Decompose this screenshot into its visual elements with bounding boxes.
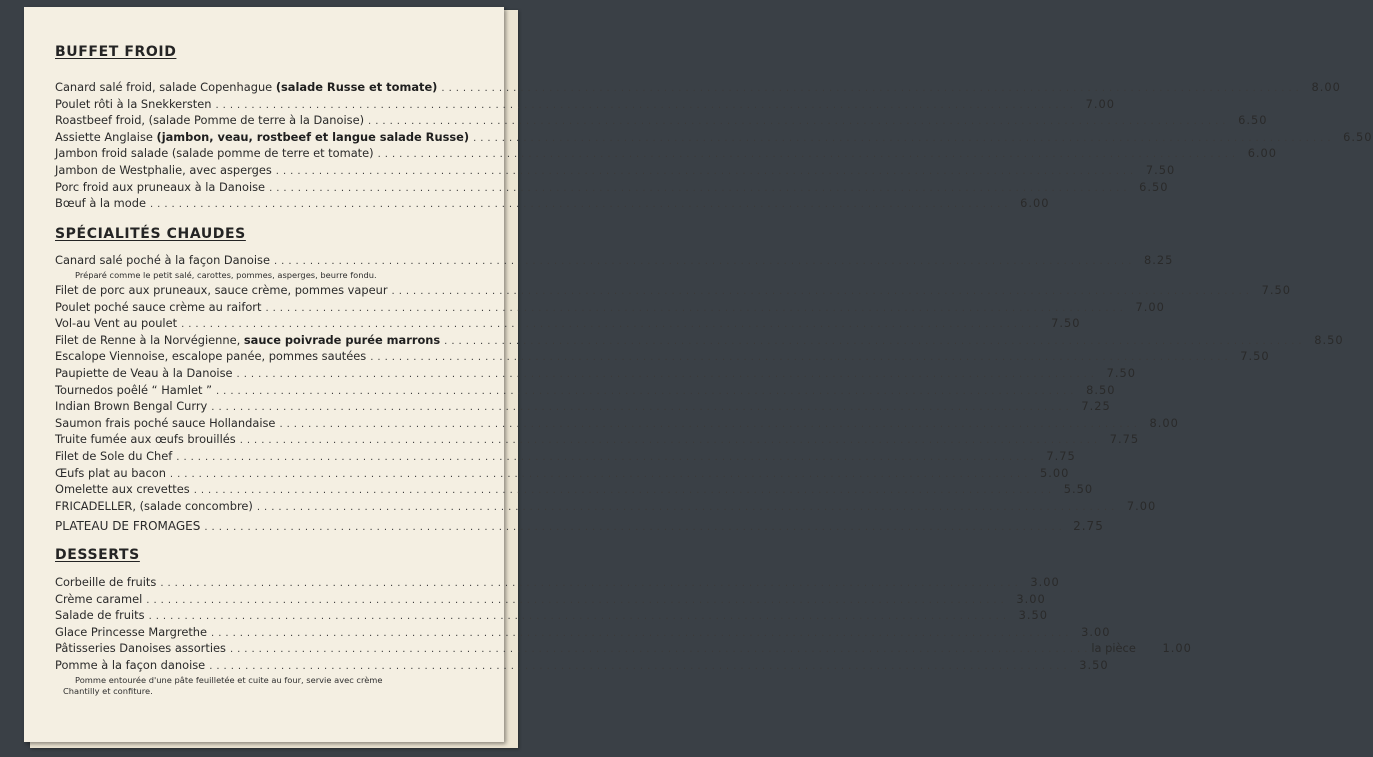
item-name — [55, 300, 261, 314]
item-name-text: Saumon frais poché sauce Hollandaise — [55, 415, 276, 430]
buffet-items — [55, 80, 1373, 213]
item-name — [55, 113, 364, 127]
item-name — [55, 432, 236, 446]
item-unit: la pièce — [1091, 641, 1136, 656]
menu-item — [55, 332, 1344, 350]
menu-item — [55, 591, 1046, 609]
menu-item — [55, 96, 1115, 114]
item-price: 6.50 — [1139, 179, 1169, 194]
item-price: 8.50 — [1314, 332, 1344, 347]
menu-item — [55, 129, 1373, 147]
menu-item — [55, 415, 1179, 433]
leader-dots: ........................................................................................................................ — [181, 319, 1043, 331]
menu-item — [55, 283, 1291, 300]
item-price: 3.00 — [1030, 575, 1060, 589]
item-name-text: Roastbeef froid, (salade Pomme de terre à la Danoise) — [55, 113, 365, 128]
menu-item — [55, 316, 1081, 333]
item-price: 2.75 — [1073, 519, 1104, 533]
item-name — [55, 641, 226, 655]
item-name-text: Pâtisseries Danoises assorties — [55, 641, 226, 656]
item-name-bold: (salade Russe et tomate) — [275, 80, 438, 94]
menu-item — [55, 657, 1109, 675]
leader-dots: ........................................................................................................................ — [239, 435, 1102, 447]
menu-item — [55, 608, 1049, 625]
item-price: 8.25 — [1144, 253, 1174, 267]
note-line-2: Chantilly et confiture. — [63, 685, 153, 696]
item-name — [55, 499, 253, 513]
leader-dots: ........................................................................................................................ — [279, 418, 1141, 430]
leader-dots: ........................................................................................................................ — [273, 256, 1136, 267]
item-name — [55, 383, 212, 397]
leader-dots: ........................................................................................................................ — [209, 660, 1071, 672]
item-price: 7.00 — [1085, 96, 1115, 111]
item-price: 6.00 — [1020, 196, 1050, 211]
leader-dots: ........................................................................................................................ — [229, 644, 1092, 656]
plateau-row — [55, 519, 1104, 536]
leader-dots: ........................................................................................................................ — [444, 335, 1306, 347]
menu-item — [55, 366, 1136, 383]
leader-dots: ........................................................................................................................ — [441, 83, 1303, 94]
item-name — [55, 658, 205, 672]
item-name-text: Corbeille de fruits — [55, 575, 157, 589]
leader-dots: ........................................................................................................................ — [269, 182, 1131, 194]
leader-dots: ........................................................................................................................ — [211, 627, 1073, 639]
item-price: 7.50 — [1145, 162, 1176, 177]
specialites-items — [55, 253, 1344, 515]
section-title-buffet: BUFFET FROID — [55, 44, 177, 60]
item-name-text: FRICADELLER, (salade concombre) — [55, 498, 253, 513]
specialites-list — [55, 283, 1344, 515]
item-price: 7.50 — [1051, 316, 1081, 331]
menu-item — [55, 382, 1116, 400]
item-name — [55, 608, 145, 622]
item-price: 7.50 — [1240, 349, 1270, 364]
leader-dots: ........................................................................................................................ — [473, 132, 1335, 144]
item-price: 7.00 — [1135, 299, 1165, 314]
menu-item — [55, 432, 1140, 449]
item-price: 7.00 — [1126, 498, 1157, 513]
menu-item — [55, 179, 1169, 197]
item-name-bold: (jambon, veau, rostbeef et langue salade Russe) — [156, 129, 470, 144]
item-price: 7.75 — [1046, 449, 1076, 464]
item-name — [55, 316, 177, 330]
menu-item — [55, 624, 1111, 642]
item-price: 7.50 — [1261, 283, 1291, 298]
item-name-text: Œufs plat au bacon — [55, 465, 166, 480]
leader-dots: ........................................................................................................................ — [160, 578, 1022, 589]
item-name-text: Canard salé froid, salade Copenhague — [55, 80, 276, 94]
section-title-specialites: SPÉCIALITÉS CHAUDES — [55, 226, 246, 242]
item-price: 8.50 — [1086, 382, 1116, 397]
item-name-text: Tournedos poêlé “ Hamlet ” — [55, 382, 212, 397]
item-name — [55, 163, 272, 177]
leader-dots: ........................................................................................................................ — [236, 369, 1098, 381]
leader-dots: ........................................................................................................................ — [275, 165, 1138, 177]
item-name — [55, 130, 469, 144]
item-name-text: Filet de porc aux pruneaux, sauce crème, pommes vapeur — [55, 283, 388, 298]
item-name-text: Vol-au Vent au poulet — [55, 316, 178, 331]
menu-item — [55, 482, 1094, 499]
item-name — [55, 399, 207, 413]
item-name-bold: sauce poivrade purée marrons — [243, 332, 441, 347]
leader-dots: ........................................................................................................................ — [368, 116, 1230, 128]
menu-item — [55, 575, 1060, 592]
leader-dots: ........................................................................................................................ — [215, 99, 1077, 111]
leader-dots: ........................................................................................................................ — [377, 149, 1240, 161]
item-price: 6.00 — [1247, 146, 1278, 161]
menu-page — [24, 7, 1373, 742]
item-name: Canard salé poché à la façon Danoise — [55, 253, 270, 267]
menu-item — [55, 498, 1157, 516]
item-name-text: Porc froid aux pruneaux à la Danoise — [55, 179, 266, 194]
leader-dots: ........................................................................................................................ — [370, 352, 1232, 364]
item-price: 8.00 — [1311, 80, 1341, 94]
item-name — [55, 466, 166, 480]
leader-dots: ........................................................................................................................ — [211, 402, 1073, 414]
desserts-items — [55, 575, 1192, 675]
leader-dots: ........................................................................................................................ — [391, 286, 1253, 298]
plateau-row-wrap — [55, 519, 1104, 536]
item-price: 6.50 — [1343, 129, 1373, 144]
item-name — [55, 449, 172, 463]
menu-item — [55, 146, 1278, 163]
menu-item — [55, 399, 1111, 416]
leader-dots: ........................................................................................................................ — [169, 468, 1032, 480]
leader-dots: ........................................................................................................................ — [204, 522, 1066, 533]
item-name-text: Bœuf à la mode — [55, 196, 146, 211]
item-name — [55, 349, 366, 363]
item-name-text: Truite fumée aux œufs brouillés — [55, 432, 236, 447]
note-line-1: Pomme entourée d'une pâte feuilletée et cuite au four, servie avec crème — [75, 675, 383, 685]
menu-item — [55, 162, 1176, 180]
item-name — [55, 333, 440, 347]
menu-item — [55, 299, 1165, 317]
menu-item — [55, 113, 1268, 130]
item-price: 7.25 — [1081, 399, 1111, 414]
menu-item — [55, 449, 1076, 466]
item-name-text: Pomme à la façon danoise — [55, 657, 206, 672]
item-price: 8.00 — [1149, 415, 1179, 430]
item-name — [55, 97, 212, 111]
item-name-text: Salade de fruits — [55, 608, 145, 623]
leader-dots: ........................................................................................................................ — [148, 611, 1011, 623]
item-name — [55, 575, 156, 589]
item-price: 3.00 — [1081, 624, 1111, 639]
item-name-text: Assiette Anglaise — [55, 129, 157, 144]
item-name-text: Glace Princesse Margrethe — [55, 624, 208, 639]
desserts-note — [55, 675, 495, 696]
menu-item — [55, 641, 1192, 658]
item-name-text: Paupiette de Veau à la Danoise — [55, 366, 233, 381]
leader-dots: ........................................................................................................................ — [150, 199, 1012, 211]
item-name-text: Poulet poché sauce crème au raifort — [55, 299, 262, 314]
menu-item — [55, 465, 1070, 483]
item-name-text: Crème caramel — [55, 591, 143, 606]
section-title-desserts: DESSERTS — [55, 547, 140, 563]
item-price: 5.50 — [1063, 482, 1094, 497]
item-name: PLATEAU DE FROMAGES — [55, 519, 201, 533]
item-name-text: Jambon de Westphalie, avec asperges — [55, 162, 272, 177]
item-name-text: Omelette aux crevettes — [55, 482, 190, 497]
item-name — [55, 592, 142, 606]
leader-dots: ........................................................................................................................ — [193, 485, 1056, 497]
item-price: 6.50 — [1238, 113, 1268, 128]
item-name — [55, 416, 275, 430]
item-name — [55, 146, 374, 160]
leader-dots: ........................................................................................................................ — [265, 302, 1127, 314]
item-name — [55, 80, 437, 94]
item-name-text: Filet de Sole du Chef — [55, 449, 173, 464]
item-note: Préparé comme le petit salé, carottes, pommes, asperges, beurre fondu. — [75, 269, 377, 280]
item-price: 1.00 — [1162, 641, 1192, 656]
item-name — [55, 625, 207, 639]
leader-dots: ........................................................................................................................ — [176, 452, 1038, 464]
item-name-text: Poulet rôti à la Snekkersten — [55, 96, 212, 111]
item-price: 3.50 — [1018, 608, 1049, 623]
item-price: 5.00 — [1040, 465, 1070, 480]
item-name — [55, 196, 146, 210]
item-price: 3.00 — [1016, 591, 1046, 606]
menu-item — [55, 349, 1270, 366]
leader-dots: ........................................................................................................................ — [216, 385, 1078, 397]
item-name-text: Filet de Renne à la Norvégienne, — [55, 332, 244, 347]
item-price: 7.75 — [1109, 432, 1140, 447]
item-price: 7.50 — [1106, 366, 1136, 381]
menu-item — [55, 253, 1174, 270]
leader-dots: ........................................................................................................................ — [146, 594, 1008, 606]
item-name-text: Escalope Viennoise, escalope panée, pommes sautées — [55, 349, 367, 364]
leader-dots: ........................................................................................................................ — [256, 501, 1119, 513]
item-name — [55, 180, 265, 194]
item-price: 3.50 — [1079, 657, 1109, 672]
item-name — [55, 366, 233, 380]
item-name — [55, 482, 190, 496]
item-name — [55, 283, 388, 297]
item-name-text: Indian Brown Bengal Curry — [55, 399, 208, 414]
menu-item — [55, 80, 1341, 97]
menu-item — [55, 196, 1050, 213]
item-name-text: Jambon froid salade (salade pomme de terre et tomate) — [55, 146, 374, 161]
